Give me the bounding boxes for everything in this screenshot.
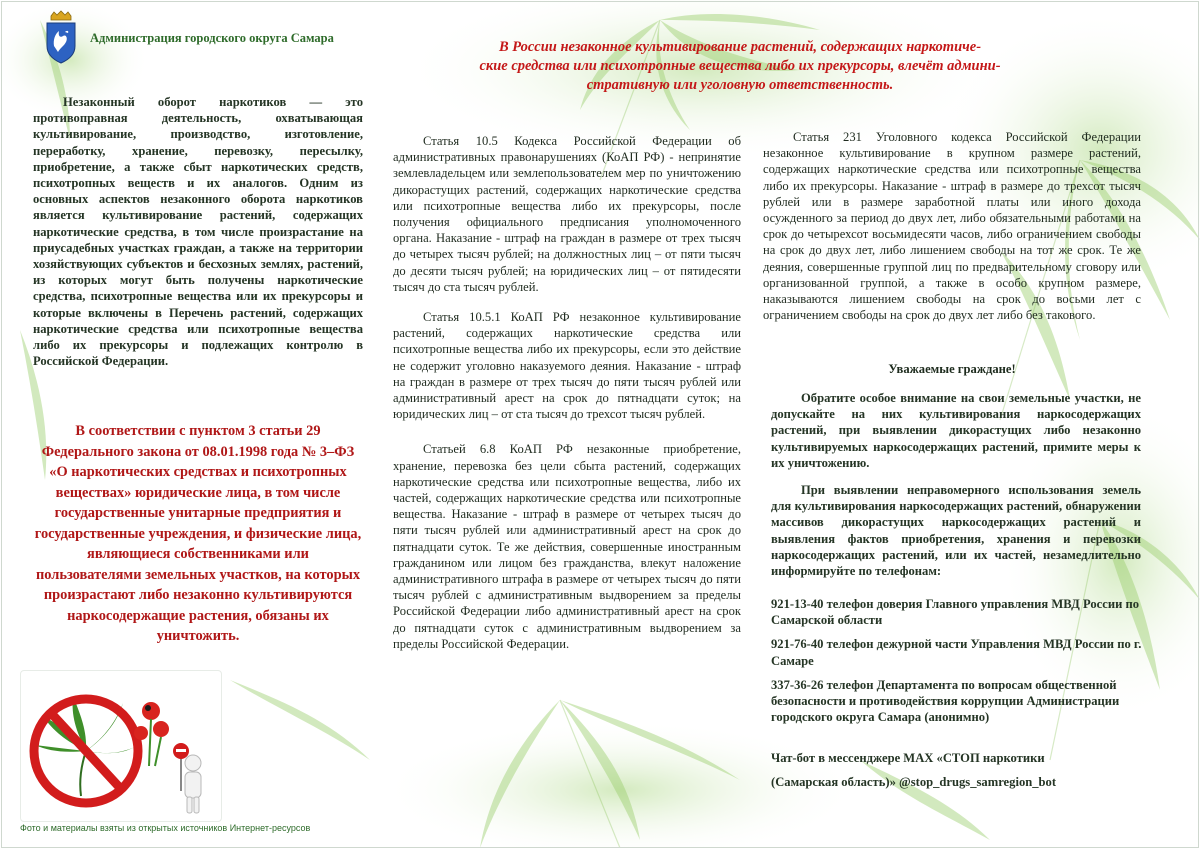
- chat-bot-info: [771, 746, 1143, 794]
- source-footnote: Фото и материалы взяты из открытых источников Интернет-ресурсов: [20, 823, 311, 833]
- column-1-intro: [33, 94, 363, 369]
- article-6-8-paragraph: Статьей 6.8 КоАП РФ незаконные приобретение, хранение, перевозка без цели сбыта растений, содержащих наркотические средства или психотропные вещества, либо их частей, содержащих наркотические средства или психотропные вещества. Наказание - штраф в размере от четырех тысяч до пяти тысяч рублей или административный арест на срок до пятнадцати суток. Те же действия, совершенные иностранным гражданином или лицом без гражданства, влекут наложение административного штрафа в размере от четырех тысяч до пяти тысяч рублей с административным выдворением за пределы Российской Федерации либо административный арест на срок до пятнадцати суток с административным выдворением за пределы Российской Федерации.: [393, 442, 741, 651]
- prohibition-sign-icon: [21, 671, 221, 821]
- phone-item: 337-36-26 телефон Департамента по вопросам общественной безопасности и противодействия коррупции Администрации городского округа Самара (анонимно): [771, 677, 1120, 725]
- citizens-appeal: [771, 390, 1141, 579]
- citizens-greeting: Уважаемые граждане!: [888, 362, 1016, 376]
- samara-coat-of-arms-icon: [44, 10, 78, 64]
- phone-item: 921-13-40 телефон доверия Главного управления МВД России по Самарской области: [771, 597, 1140, 628]
- phone-item: 921-76-40 телефон дежурной части Управления МВД России по г. Самаре: [771, 637, 1142, 668]
- article-10-5-paragraph: Статья 10.5 Кодекса Российской Федерации об административных правонарушениях (КоАП РФ) - непринятие землевладельцем или землепользователем мер по уничтожению дикорастущих растений, содержащих наркотические средства или психотропные вещества либо их прекурсоры, после получения официального предписания уполномоченного органа. Наказание - штраф на граждан в размере от трех тысяч до четырех тысяч рублей; на должностных лиц – от пяти тысяч до десяти тысяч рублей; на юридических лиц – от пятидесяти тысяч до ста тысяч рублей.: [393, 134, 741, 294]
- column-2-administrative: [393, 133, 741, 652]
- article-10-5-1-paragraph: Статья 10.5.1 КоАП РФ незаконное культивирование растений, содержащих наркотические средства или психотропные вещества либо их прекурсоры, если это действие не содержит уголовно наказуемого деяния. Наказание - штраф на граждан в размере от трех тысяч до пяти тысяч рублей или административный арест на срок до пятнадцати суток; на юридических лиц – от ста тысяч до трехсот тысяч рублей.: [393, 310, 741, 422]
- report-paragraph: При выявлении неправомерного использования земель для культивирования наркосодержащих растений, обнаружении массивов дикорастущих наркосодержащих растений и выявления фактов приобретения, хранения и перевозки наркосодержащих растений, или их частей, незамедлительно информируйте по телефонам:: [771, 483, 1141, 579]
- administration-title: Администрация городского округа Самара: [90, 30, 334, 45]
- phone-list: [771, 596, 1143, 733]
- federal-law-notice: В соответствии с пунктом 3 статьи 29 Федерального закона от 08.01.1998 года № 3–ФЗ «О наркотических средствах и психотропных веществах» юридические лица, в том числе государственные унитарные предприятия и государственные учреждения, и физические лица, являющиеся собственниками или пользователями земельных участков, на которых произрастают либо незаконно культивируются наркосодержащие растения, обязаны их уничтожить.: [34, 423, 362, 644]
- appeal-paragraph: Обратите особое внимание на свои земельные участки, не допускайте на них культивирования наркосодержащих растений, при выявлении дикорастущих либо незаконно культивируемых наркосодержащих растений, примите меры к их уничтожению.: [771, 391, 1141, 470]
- chat-bot-line: Чат-бот в мессенджере MAX «СТОП наркотики: [771, 751, 1045, 765]
- column-3-criminal: [763, 129, 1141, 323]
- illustration-no-cannabis: [20, 670, 222, 822]
- headline: [420, 38, 1060, 95]
- headline-line: ские средства или психотропные вещества либо их прекурсоры, влечёт админи-: [479, 58, 1001, 74]
- header: [44, 10, 334, 64]
- headline-line: стративную или уголовную ответственность.: [586, 77, 894, 93]
- headline-line: В России незаконное культивирование растений, содержащих наркотиче-: [498, 39, 982, 55]
- article-231-paragraph: Статья 231 Уголовного кодекса Российской Федерации незаконное культивирование в крупном размере растений, содержащих наркотические средства или психотропные вещества либо их прекурсоры. Наказание - штраф в размере до трехсот тысяч рублей или в размере заработной платы или иного дохода осужденного за период до двух лет, либо обязательными работами на срок до четырехсот восьмидесяти часов, либо ограничением свободы на срок до двух лет, либо лишением свободы на тот же срок. Те же деяния, совершенные группой лиц по предварительному сговору или организованной группой, а также в особо крупном размере, наказываются лишением свободы на срок до восьми лет с ограничением свободы на срок до двух лет либо без такового.: [763, 130, 1141, 323]
- chat-bot-handle: (Самарская область)» @stop_drugs_samregion_bot: [771, 775, 1057, 789]
- intro-paragraph: Незаконный оборот наркотиков — это противоправная деятельность, охватывающая культивирование, производство, изготовление, переработку, хранение, перевозку, пересылку, приобретение, а также сбыт наркотических средств, психотропных веществ и их аналогов. Одним из основных аспектов незаконного оборота наркотиков является культивирование растений, содержащих наркотические средства, в том числе произрастание на приусадебных участках граждан, а также на территории хозяйствующих субъектов и бесхозных землях, растений, из которых могут быть получены наркотические средства, психотропные вещества или их прекурсоры и которые включены в Перечень растений, содержащих наркотические средства или психотропные вещества либо их прекурсоры и подлежащих контролю в Российской Федерации.: [33, 95, 363, 369]
